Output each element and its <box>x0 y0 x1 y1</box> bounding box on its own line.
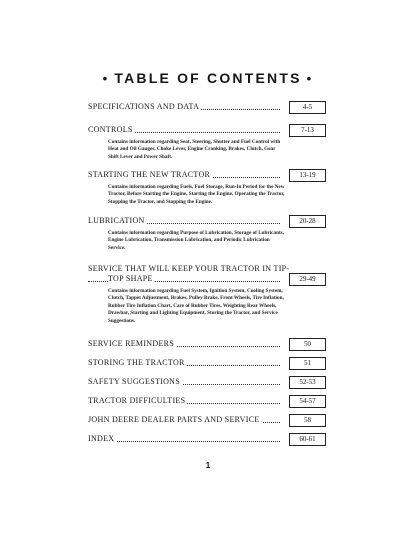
entry-description: Contains information regarding Fuel System, Ignition System, Cooling System, Clutch, Tappet Adjustment, Brakes, Pulley Brake, Front Wheels, Tire Inflation, Rubber Tire Inflation Chart, Care of Rubber Tires, Weighting Rear Wheels, Drawbar, Starting and Lighting Equipment, Storing the Tractor, and Service Suggestions. <box>108 288 284 324</box>
toc-entry-specifications[interactable] <box>88 102 326 115</box>
page-box: 51 <box>289 357 326 370</box>
title-bullet-right: • <box>306 71 314 86</box>
page-box: 7-13 <box>289 124 326 137</box>
page-box: 52-53 <box>289 376 326 389</box>
page-box: 58 <box>289 414 326 427</box>
toc-entry-difficulties[interactable] <box>88 396 326 409</box>
toc-title <box>0 70 416 86</box>
entry-label: JOHN DEERE DEALER PARTS AND SERVICE <box>88 415 260 424</box>
toc-entry-index[interactable] <box>88 434 326 447</box>
page-box: 60-61 <box>289 433 326 446</box>
toc-entry-service[interactable] <box>88 264 326 325</box>
toc-entry-lubrication[interactable] <box>88 216 326 252</box>
entry-label: CONTROLS <box>88 125 133 134</box>
entry-label: TRACTOR DIFFICULTIES <box>88 396 186 405</box>
entry-label: SAFETY SUGGESTIONS <box>88 377 181 386</box>
page-number: 1 <box>205 461 211 470</box>
entry-label: INDEX <box>88 434 115 443</box>
page-box: 13-19 <box>289 169 326 182</box>
entry-label-continued: TOP SHAPE <box>108 274 153 283</box>
title-bullet-left: • <box>102 71 110 86</box>
page-box: 4-5 <box>289 101 326 114</box>
toc-entry-storing[interactable] <box>88 358 326 371</box>
entry-label: SERVICE THAT WILL KEEP YOUR TRACTOR IN TIP- <box>88 264 290 273</box>
entry-label: LUBRICATION <box>88 216 145 225</box>
page-box: 54-57 <box>289 395 326 408</box>
toc-entry-starting[interactable] <box>88 170 326 206</box>
toc-title-text: TABLE OF CONTENTS <box>114 70 302 86</box>
toc-entry-reminders[interactable] <box>88 339 326 352</box>
toc-entry-safety[interactable] <box>88 377 326 390</box>
page-box: 50 <box>289 338 326 351</box>
page-box: 29-49 <box>289 273 326 286</box>
entry-description: Contains information regarding Purpose of Lubrication, Storage of Lubricants, Engine Lubrication, Transmission Lubrication, and Periodic Lubrication Service. <box>108 230 284 251</box>
entry-description: Contains information regarding Fuels, Fuel Storage, Run-In Period for the New Tractor, Before Starting the Engine, Starting the Engine, Operating the Tractor, Stopping the Tractor, and Stopping the Engine. <box>108 184 285 205</box>
toc-entry-controls[interactable] <box>88 125 326 161</box>
entry-label: SERVICE REMINDERS <box>88 339 175 348</box>
leader-dots <box>88 441 280 442</box>
entry-label: SPECIFICATIONS AND DATA <box>88 102 200 111</box>
entry-label: STARTING THE NEW TRACTOR <box>88 170 211 179</box>
page-box: 20-28 <box>289 215 326 228</box>
entry-description: Contains information regarding Seat, Steering, Shutter and Fuel Control with Heat and Oil Gauges, Choke Lever, Engine Cranking, Brakes, Clutch, Gear Shift Lever and Power Shaft. <box>108 139 281 160</box>
toc-entry-dealer[interactable] <box>88 415 326 428</box>
entry-label: STORING THE TRACTOR <box>88 358 185 367</box>
